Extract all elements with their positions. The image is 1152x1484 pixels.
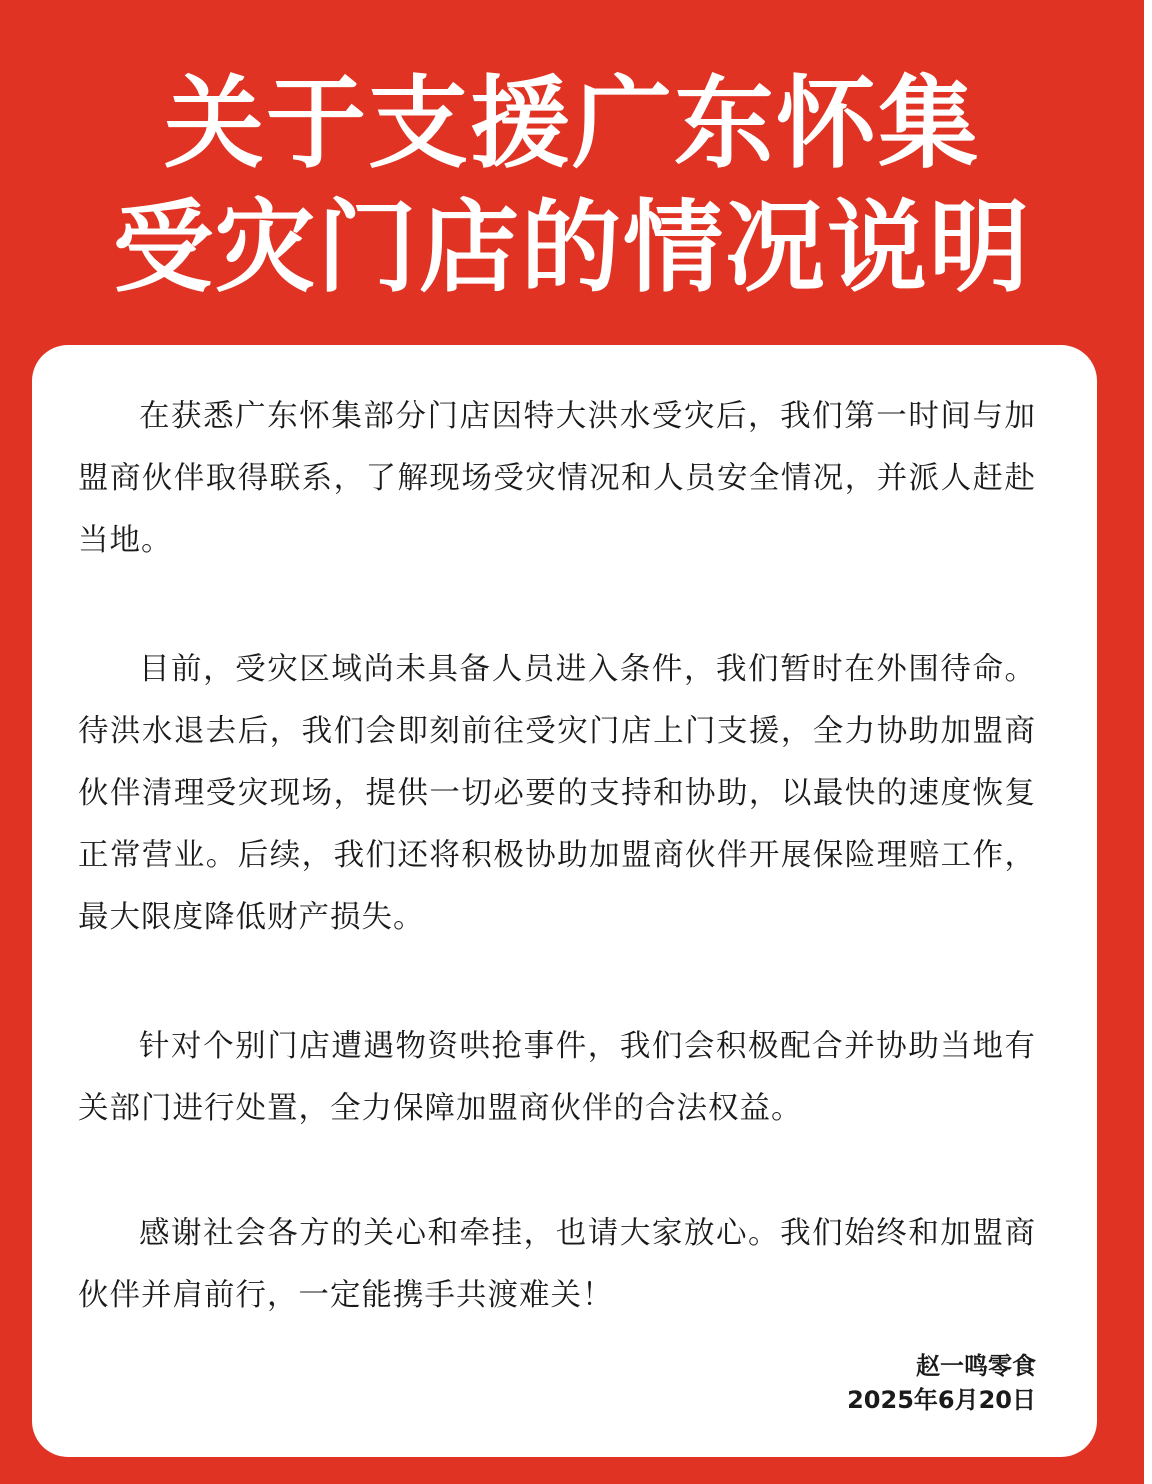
paragraph-2: 目前，受灾区域尚未具备人员进入条件，我们暂时在外围待命。待洪水退去后，我们会即刻前往受灾门店上门支援，全力协助加盟商伙伴清理受灾现场，提供一切必要的支持和协助，以最快的速度恢复正常营业。后续，我们还将积极协助加盟商伙伴开展保险理赔工作，最大限度降低财产损失。	[78, 652, 1036, 935]
title-line-2: 受灾门店的情况说明	[113, 189, 1031, 306]
paragraph-4: 感谢社会各方的关心和牵挂，也请大家放心。我们始终和加盟商伙伴并肩前行，一定能携手共渡难关！	[78, 1216, 1036, 1313]
page-title	[0, 62, 1144, 310]
signature-date: 2025年6月20日	[847, 1386, 1036, 1414]
paragraph-3: 针对个别门店遭遇物资哄抢事件，我们会积极配合并协助当地有关部门进行处置，全力保障加盟商伙伴的合法权益。	[78, 1029, 1036, 1126]
signature-name: 赵一鸣零食	[916, 1352, 1036, 1380]
right-edge-strip	[1144, 0, 1152, 1484]
title-line-1: 关于支援广东怀集	[164, 65, 980, 182]
paragraph-1: 在获悉广东怀集部分门店因特大洪水受灾后，我们第一时间与加盟商伙伴取得联系，了解现场受灾情况和人员安全情况，并派人赶赴当地。	[78, 399, 1036, 558]
